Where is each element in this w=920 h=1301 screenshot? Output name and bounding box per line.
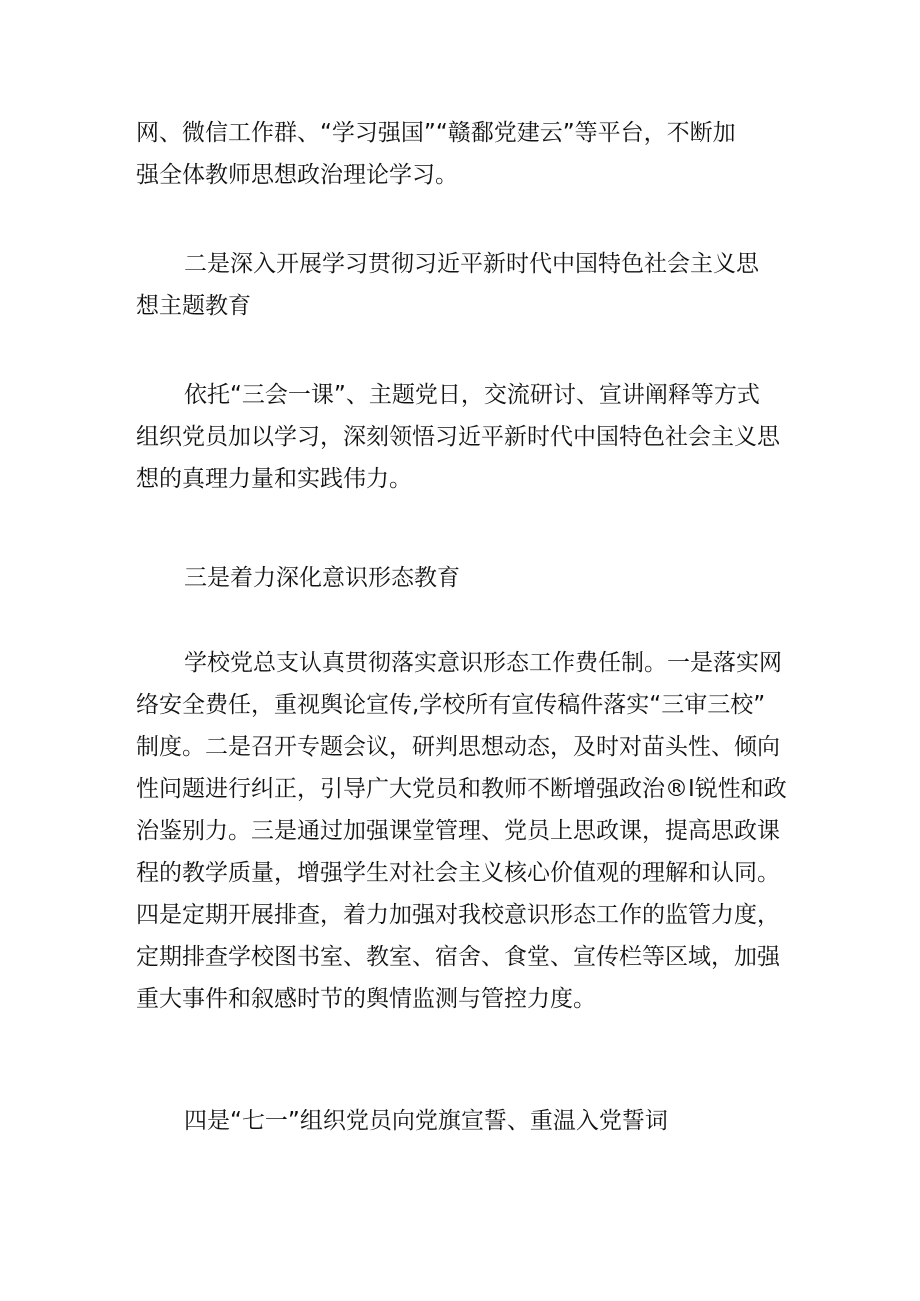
text-line: 四是定期开展排查，着力加强对我校意识形态工作的监管力度， — [136, 902, 780, 928]
text-line: 络安全费任，重视舆论宣传,学校所有宣传稿件落实“三审三校” — [136, 692, 766, 718]
text-line: 组织党员加以学习，深刻领悟习近平新时代中国特色社会主义思 — [136, 424, 780, 450]
text-line: 二是深入开展学习贯彻习近平新时代中国特色社会主义思 — [184, 251, 759, 277]
text-line: 四是“七一”组织党员向党旗宣誓、重温入党誓词 — [184, 1108, 668, 1134]
heading-july-first-oath — [136, 1100, 796, 1142]
text-line: 性问题进行纠正，引导广大党员和教师不断增强政治®I锐性和政 — [136, 776, 787, 802]
text-line: 想主题教育 — [136, 293, 251, 319]
paragraph-platforms-continuation — [136, 112, 796, 196]
text-line: 定期排查学校图书室、教室、宿舍、食堂、宣传栏等区域，加强 — [136, 944, 780, 970]
text-line: 制度。二是召开专题会议，研判思想动态，及时对苗头性、倾向 — [136, 734, 780, 760]
text-line: 依托“三会一课”、主题党日，交流研讨、宣讲阐释等方式 — [184, 382, 760, 408]
text-line: 三是着力深化意识形态教育 — [184, 565, 460, 591]
text-line: 程的教学质量，增强学生对社会主义核心价值观的理解和认同。 — [136, 860, 780, 886]
heading-theme-education — [136, 243, 796, 327]
text-line: 强全体教师思想政治理论学习。 — [136, 162, 458, 188]
paragraph-ideology-work — [136, 642, 796, 1020]
heading-ideology-education — [136, 557, 796, 599]
text-line: 想的真理力量和实践伟力。 — [136, 466, 412, 492]
paragraph-three-meetings — [136, 374, 796, 500]
text-line: 学校党总支认真贯彻落实意识形态工作费任制。一是落实网 — [184, 650, 782, 676]
text-line: 重大事件和叙感时节的舆情监测与管控力度。 — [136, 986, 596, 1012]
text-line: 网、微信工作群、“学习强国”“赣鄱党建云”等平台，不断加 — [136, 120, 736, 146]
text-line: 治鉴别力。三是通过加强课堂管理、党员上思政课，提高思政课 — [136, 818, 780, 844]
